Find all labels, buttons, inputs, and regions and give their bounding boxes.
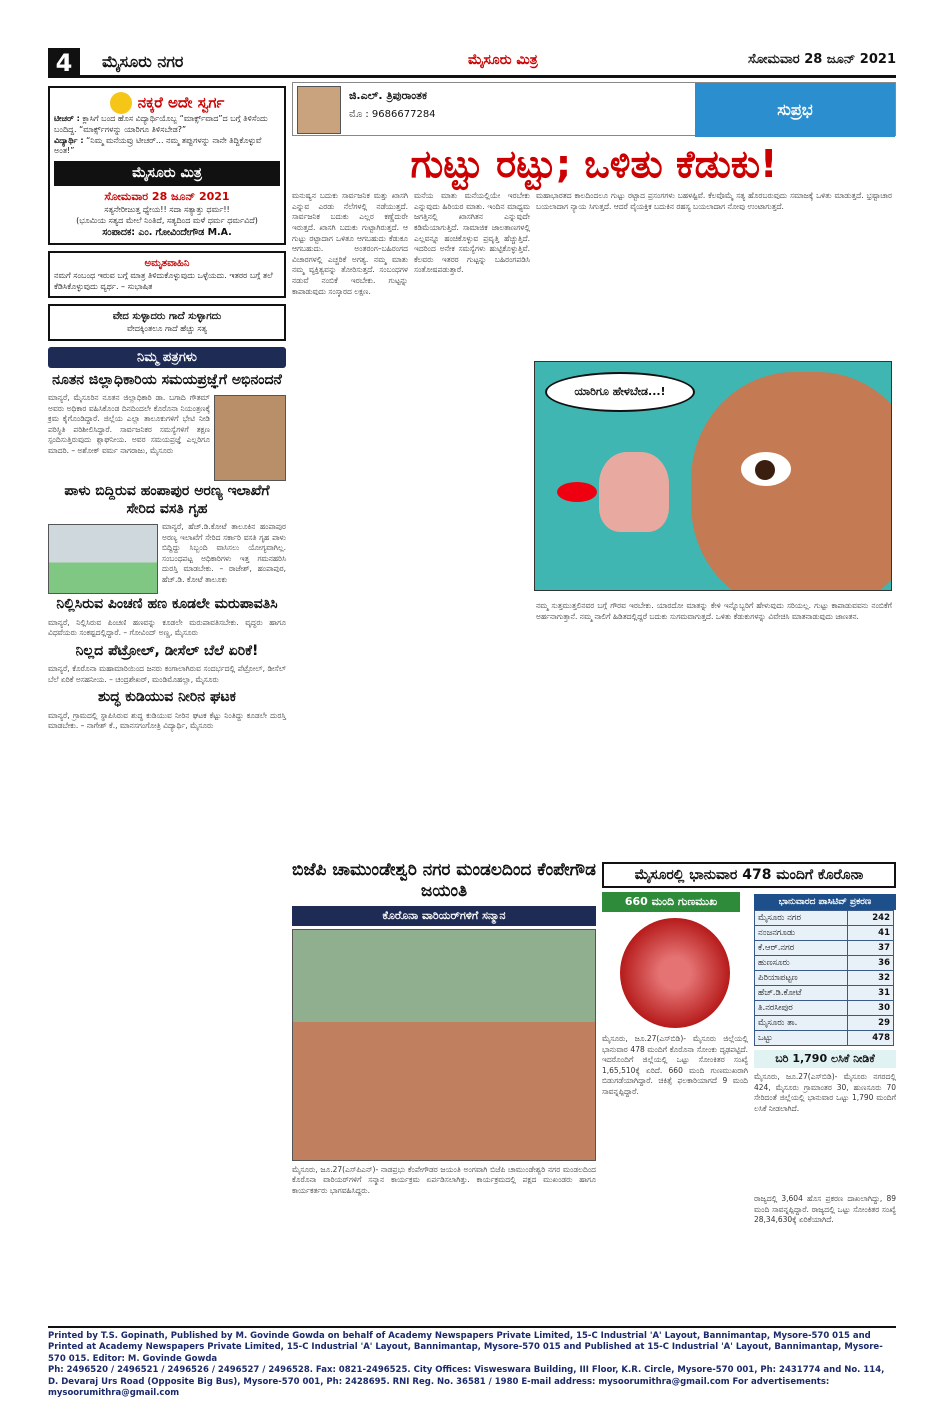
article-title: ಪಾಳು ಬಿದ್ದಿರುವ ಹಂಪಾಪುರ ಅರಣ್ಯ ಇಲಾಖೆಗೆ ಸೇರಿದ ವಸತಿ ಗೃಹ <box>64 483 270 517</box>
article-text: ಮೈಸೂರು, ಜೂ.27(ಎಸ್‌ಪಿಎನ್)- ನಾಡಪ್ರಭು ಕೆಂಪೇಗೌಡರ ಜಯಂತಿ ಅಂಗವಾಗಿ ಬಿಜೆಪಿ ಚಾಮುಂಡೇಶ್ವರಿ ನಗರ ಮಂಡಲದಿಂದ ಕೊರೊನಾ ವಾರಿಯರ್‌ಗಳಿಗೆ ಸನ್ಮಾನ ಕಾರ್ಯಕ್ರಮ ಏರ್ಪಡಿಸಲಾಗಿತ್ತು. ಕಾರ್ಯಕ್ರಮದಲ್ಲಿ ಪಕ್ಷದ ಮುಖಂಡರು ಹಾಗೂ ಕಾರ್ಯಕರ್ತರು ಭಾಗವಹಿಸಿದ್ದರು. <box>292 1164 596 1195</box>
article-title: ಬಿಜೆಪಿ ಚಾಮುಂಡೇಶ್ವರಿ ನಗರ ಮಂಡಲದಿಂದ ಕೆಂಪೇಗೌಡ ಜಯಂತಿ <box>292 860 596 902</box>
motto-sub: (ಭೂಮಿಯ ಸತ್ಯದ ಮೇಲೆ ನಿಂತಿದೆ, ಸತ್ಯದಿಂದ ಮಳೆ ಧರ್ಮ ಧರ್ಮವಿದೆ) <box>76 215 258 225</box>
article-column: ಮಹಾಭಾರತದ ಕಾಲದಿಂದಲೂ ಗುಟ್ಟು ರಟ್ಟಾದ ಪ್ರಸಂಗಗಳು ಬಹಳಷ್ಟಿವೆ. ಕೆಲವೊಮ್ಮೆ ಸತ್ಯ ಹೊರಬರುವುದು ಸಮಾಜಕ್ಕೆ ಒಳಿತು ಮಾಡುತ್ತದೆ. ಭ್ರಷ್ಟಾಚಾರ ಬಯಲಾದಾಗ ನ್ಯಾಯ ಸಿಗುತ್ತದೆ. ಆದರೆ ವೈಯಕ್ತಿಕ ಬದುಕಿನ ರಹಸ್ಯ ಬಯಲಾದಾಗ ನೋವು ಉಂಟಾಗುತ್ತದೆ. <box>536 191 892 211</box>
letter-article <box>48 689 286 732</box>
header-date: ಸೋಮವಾರ 28 ಜೂನ್ 2021 <box>748 52 896 67</box>
whisper-illustration <box>534 361 892 591</box>
letter-article <box>48 372 286 457</box>
table-cell: ತಿ.ನರಸೀಪುರ <box>755 1001 848 1016</box>
table-row <box>755 1001 894 1016</box>
person-photo <box>214 395 286 481</box>
table-cell: ಮೈಸೂರು ನಗರ <box>755 911 848 926</box>
letter-article <box>48 596 286 639</box>
amrutha-text: ನಮಗೆ ಸಂಬಂಧ ಇರುವ ಬಗ್ಗೆ ಮಾತ್ರ ತಿಳಿದುಕೊಳ್ಳುವುದು ಒಳ್ಳೆಯದು. ಇತರರ ಬಗ್ಗೆ ತಲೆ ಕೆಡಿಸಿಕೊಳ್ಳುವುದು ವ್ಯರ್ಥ. – ಸುಭಾಷಿತ <box>54 270 273 291</box>
bjp-article <box>292 860 596 1315</box>
table-cell: 31 <box>848 986 894 1001</box>
table-row <box>755 1031 894 1046</box>
face-icon <box>691 372 892 591</box>
amrutha-box <box>48 251 286 298</box>
house-photo <box>48 524 158 594</box>
table-row <box>755 986 894 1001</box>
proverb-box <box>48 304 286 340</box>
table-heading: ಭಾನುವಾರದ ಪಾಸಿಟಿವ್ ಪ್ರಕರಣ <box>754 894 896 910</box>
table-cell: ಒಟ್ಟು <box>755 1031 848 1046</box>
editor-line: ಸಂಪಾದಕ: ಎಂ. ಗೋವಿಂದೇಗೌಡ M.A. <box>102 226 232 238</box>
article-text: ಮಾನ್ಯರೆ, ಹೆಚ್.ಡಿ.ಕೋಟೆ ತಾಲೂಕಿನ ಹಂಪಾಪುರ ಅರಣ್ಯ ಇಲಾಖೆಗೆ ಸೇರಿದ ಸರ್ಕಾರಿ ವಸತಿ ಗೃಹ ಪಾಳು ಬಿದ್ದಿದ್ದು ಸಿಬ್ಬಂದಿ ವಾಸಿಸಲು ಯೋಗ್ಯವಾಗಿಲ್ಲ. ಸಂಬಂಧಪಟ್ಟ ಅಧಿಕಾರಿಗಳು ಇತ್ತ ಗಮನಹರಿಸಿ ದುರಸ್ತಿ ಮಾಡಬೇಕು. – ರಾಜೇಶ್, ಹಂಪಾಪುರ, ಹೆಚ್.ಡಿ. ಕೋಟೆ ತಾಲೂಕು <box>162 522 286 584</box>
letter-article <box>48 483 286 585</box>
joke-title: ನಕ್ಕರೆ ಅದೇ ಸ್ವರ್ಗ <box>54 92 280 114</box>
table-cell: ಪಿರಿಯಾಪಟ್ಟಣ <box>755 971 848 986</box>
lips-icon <box>557 482 597 502</box>
smiley-icon <box>110 92 132 114</box>
table-row <box>755 971 894 986</box>
proverb-sub: ವೇದಕ್ಕಿಂತಲೂ ಗಾದೆ ಹೆಚ್ಚು ಸತ್ಯ <box>126 323 208 333</box>
table-cell: 32 <box>848 971 894 986</box>
masthead-small: ಮೈಸೂರು ಮಿತ್ರ <box>468 52 538 68</box>
article-text: ಮೈಸೂರು, ಜೂ.27(ಎಸ್‌ಬಿಡಿ)- ಮೈಸೂರು ನಗರದಲ್ಲಿ 424, ಮೈಸೂರು ಗ್ರಾಮಾಂತರ 30, ಹುಣಸೂರು 70 ಸೇರಿದಂತೆ ಜಿಲ್ಲೆಯಲ್ಲಿ ಭಾನುವಾರ ಒಟ್ಟು 1,790 ಮಂದಿಗೆ ಲಸಿಕೆ ನೀಡಲಾಗಿದೆ. <box>754 1072 896 1113</box>
left-column <box>48 86 286 732</box>
letters-heading: ನಿಮ್ಮ ಪತ್ರಗಳು <box>48 347 286 368</box>
imprint-line: Printed by T.S. Gopinath, Published by M. Govinde Gowda on behalf of Academy Newspapers Private Limited, 15-C Industrial 'A' Layout, Bannimantap, Mysore-570 015 and Printed at Academy Newspapers Private Limited, 15-C Industrial 'A' Layout, Bannimantap, Mysore-570 015 and Published at 15-C Industrial 'A' Layout, Bannimantap, Mysore-570 015. Editor: M. Govinde Gowda <box>48 1331 883 1364</box>
proverb: ವೇದ ಸುಳ್ಳಾದರು ಗಾದೆ ಸುಳ್ಳಾಗದು <box>112 311 222 323</box>
table-cell: 41 <box>848 926 894 941</box>
masthead-logo: ಮೈಸೂರು ಮಿತ್ರ <box>54 161 280 186</box>
group-photo <box>292 929 596 1161</box>
article-text: ಮಾನ್ಯರೆ, ಕೊರೊನಾ ಮಹಾಮಾರಿಯಿಂದ ಜನರು ಕಂಗಾಲಾಗಿರುವ ಸಂದರ್ಭದಲ್ಲಿ ಪೆಟ್ರೋಲ್, ಡೀಸೆಲ್ ಬೆಲೆ ಏರಿಕೆ ಅಸಹನೀಯ. – ಚಂದ್ರಶೇಖರ್, ಮಂಡಿಮೊಹಲ್ಲಾ, ಮೈಸೂರು <box>48 664 286 684</box>
table-row <box>755 911 894 926</box>
joke-line: ಕ್ಲಾಸಿಗೆ ಬಂದ ಹೊಸ ವಿದ್ಯಾರ್ಥಿಯೊಬ್ಬ “ಮಾರ್ಕ್ಸ್‌ವಾದ”ದ ಬಗ್ಗೆ ತಿಳಿಸೆಂದು ಬಂದಿದ್ದ. “ಮಾರ್ಕ್ಸ್‌ಗಳನ್ನು ಯಾರಿಗೂ ತಿಳಿಸಬೇಡ?” <box>54 114 268 134</box>
byline <box>292 82 896 136</box>
virus-icon <box>620 918 730 1028</box>
letter-article <box>48 643 286 686</box>
author-photo <box>297 86 341 134</box>
table-cell: 30 <box>848 1001 894 1016</box>
article-text: ಮಾನ್ಯರೆ, ಗ್ರಾಮದಲ್ಲಿ ಸ್ಥಾಪಿಸಿರುವ ಶುದ್ಧ ಕುಡಿಯುವ ನೀರಿನ ಘಟಕ ಕೆಟ್ಟು ನಿಂತಿದ್ದು ಕೂಡಲೇ ದುರಸ್ತಿ ಮಾಡಬೇಕು. – ನಾಗೇಶ್ ಕೆ., ಮಾನಸಗಂಗೋತ್ರಿ ವಿದ್ಯಾರ್ಥಿ, ಮೈಸೂರು <box>48 710 286 731</box>
table-cell: ಹೆಚ್.ಡಿ.ಕೋಟೆ <box>755 986 848 1001</box>
column-name: ಸುಪ್ರಭ <box>695 83 895 137</box>
table-cell: ಮೈಸೂರು ತಾ. <box>755 1016 848 1031</box>
article-title: ಶುದ್ಧ ಕುಡಿಯುವ ನೀರಿನ ಘಟಕ <box>98 689 236 706</box>
covid-article <box>602 862 896 1258</box>
speech-bubble: ಯಾರಿಗೂ ಹೇಳಬೇಡ...! <box>545 372 695 412</box>
article-column: ಮನುಷ್ಯನ ಬದುಕು ಸಾರ್ವಜನಿಕ ಮತ್ತು ಖಾಸಗಿ ಎನ್ನುವ ಎರಡು ನೆಲೆಗಳಲ್ಲಿ ನಡೆಯುತ್ತದೆ. ಸಾರ್ವಜನಿಕ ಬದುಕು ಎಲ್ಲರ ಕಣ್ಣೆದುರೇ ಇರುತ್ತದೆ. ಖಾಸಗಿ ಬದುಕು ಗುಟ್ಟಾಗಿರುತ್ತದೆ. ಆ ಗುಟ್ಟು ರಟ್ಟಾದಾಗ ಒಳಿತೂ ಆಗಬಹುದು ಕೆಡುಕೂ ಆಗಬಹುದು. ಅಂತರಂಗ–ಬಹಿರಂಗದ ವಿಚಾರಗಳಲ್ಲಿ ಎಚ್ಚರಿಕೆ ಅಗತ್ಯ. ನಮ್ಮ ಮಾತು ನಮ್ಮ ವ್ಯಕ್ತಿತ್ವವನ್ನು ತೋರಿಸುತ್ತದೆ. ಸಂಬಂಧಗಳ ನಡುವೆ ನಂಬಿಕೆ ಇರಬೇಕು. ಗುಟ್ಟನ್ನು ಕಾಪಾಡುವುದು ಸಂಸ್ಕಾರದ ಲಕ್ಷಣ. <box>292 191 408 296</box>
article-text: ಮಾನ್ಯರೆ, ಮೈಸೂರಿನ ನೂತನ ಜಿಲ್ಲಾಧಿಕಾರಿ ಡಾ. ಬಗಾದಿ ಗೌತಮ್ ಅವರು ಅಧಿಕಾರ ವಹಿಸಿಕೊಂಡ ದಿನದಿಂದಲೇ ಕೊರೊನಾ ನಿಯಂತ್ರಣಕ್ಕೆ ಕ್ರಮ ಕೈಗೊಂಡಿದ್ದಾರೆ. ಜಿಲ್ಲೆಯ ಎಲ್ಲಾ ತಾಲೂಕುಗಳಿಗೆ ಭೇಟಿ ನೀಡಿ ಪರಿಸ್ಥಿತಿ ಪರಿಶೀಲಿಸಿದ್ದಾರೆ. ಸಾರ್ವಜನಿಕರ ಸಮಸ್ಯೆಗಳಿಗೆ ತಕ್ಷಣ ಸ್ಪಂದಿಸುತ್ತಿರುವುದು ಶ್ಲಾಘನೀಯ. ಅವರ ಸಮಯಪ್ರಜ್ಞೆ ಎಲ್ಲರಿಗೂ ಮಾದರಿ. – ಅಶೋಕ್ ವರ್ಮ ನಾಗರಾಜು, ಮೈಸೂರು <box>48 393 210 455</box>
article-title: ನೂತನ ಜಿಲ್ಲಾಧಿಕಾರಿಯ ಸಮಯಪ್ರಜ್ಞೆಗೆ ಅಭಿನಂದನೆ <box>52 371 282 388</box>
article-title: ನಿಲ್ಲದ ಪೆಟ್ರೋಲ್, ಡೀಸೆಲ್ ಬೆಲೆ ಏರಿಕೆ! <box>75 642 259 659</box>
table-row <box>755 941 894 956</box>
article-text: ರಾಜ್ಯದಲ್ಲಿ 3,604 ಹೊಸ ಪ್ರಕರಣ ದಾಖಲಾಗಿದ್ದು, 89 ಮಂದಿ ಸಾವನ್ನಪ್ಪಿದ್ದಾರೆ. ರಾಜ್ಯದಲ್ಲಿ ಒಟ್ಟು ಸೋಂಕಿತರ ಸಂಖ್ಯೆ 28,34,630ಕ್ಕೆ ಏರಿಕೆಯಾಗಿದೆ. <box>754 1194 896 1224</box>
page-header <box>28 48 896 78</box>
page-number: ಪುಟ 4 <box>48 48 80 78</box>
table-row <box>755 956 894 971</box>
table-cell: ನಂಜನಗೂಡು <box>755 926 848 941</box>
table-cell: ಹುಣಸೂರು <box>755 956 848 971</box>
table-row <box>755 1016 894 1031</box>
joke-line: “ನಿಮ್ಮ ಮನೆಯವ್ರು ಟೀಚರ್... ನಮ್ಮ ತಪ್ಪುಗಳನ್ನು ನಾನೇ ತಿದ್ದಿಕೊಳ್ಳುವೆ ಅಂತ!” <box>54 135 262 156</box>
masthead-date: ಸೋಮವಾರ 28 ಜೂನ್ 2021 <box>104 190 230 204</box>
imprint-line: Ph: 2496520 / 2496521 / 2496526 / 2496527 / 2496528. Fax: 0821-2496525. City Offices: Visweswara Building, III Floor, K.R. Circle, Mysore-570 001, Ph: 2431774 and No. 114, D. Devaraj Urs Road (Opposite Big Bus), Mysore-570 001, Ph: 2428695. RNI Reg. No. 36581 / 1980 E-mail address: mysoorumithra@gmail.com For advertisements: mysoorumithra@gmail.com <box>48 1365 885 1399</box>
author-phone: ಮೊ : 9686677284 <box>349 109 436 120</box>
imprint-footer <box>48 1326 896 1400</box>
table-cell: 37 <box>848 941 894 956</box>
article-body <box>292 191 896 931</box>
joke-box: ನಕ್ಕರೆ ಅದೇ ಸ್ವರ್ಗ ಟೀಚರ್ : ಕ್ಲಾಸಿಗೆ ಬಂದ ಹೊಸ ವಿದ್ಯಾರ್ಥಿಯೊಬ್ಬ “ಮಾರ್ಕ್ಸ್‌ವಾದ”ದ ಬಗ್ಗೆ ತಿಳಿಸೆಂದು ಬಂದಿದ್ದ. “ಮಾರ್ಕ್ಸ್‌ಗಳನ್ನು ಯಾರಿಗೂ ತಿಳಿಸಬೇಡ?” ವಿದ್ಯಾರ್ಥಿ : “ನಿಮ್ಮ ಮನೆಯವ್ರು ಟೀಚರ್... ನಮ್ಮ ತಪ್ಪುಗಳನ್ನು ನಾನೇ ತಿದ್ದಿಕೊಳ್ಳುವೆ ಅಂತ!” ಮೈಸೂರು ಮಿತ್ರ ಸೋಮವಾರ 28 ಜೂನ್ 2021 ಸತ್ಯನೇರೀಜುತ್ತ ಧ್ಯೇಯ!! ಸದಾ ಸತ್ಯಾತ್ತು ಧರ್ಮ!! (ಭೂಮಿಯ ಸತ್ಯದ ಮೇಲೆ ನಿಂತಿದೆ, ಸತ್ಯದಿಂದ ಮಳೆ ಧರ್ಮ ಧರ್ಮವಿದೆ) ಸಂಪಾದಕ: ಎಂ. ಗೋವಿಂದೇಗೌಡ M.A. <box>48 86 286 245</box>
cases-table <box>754 910 894 1046</box>
amrutha-title: ಅಮೃತವಾಹಿನಿ <box>144 258 190 270</box>
article-text: ಮೈಸೂರು, ಜೂ.27(ಎಸ್‌ಬಿಡಿ)- ಮೈಸೂರು ಜಿಲ್ಲೆಯಲ್ಲಿ ಭಾನುವಾರ 478 ಮಂದಿಗೆ ಕೊರೊನಾ ಸೋಂಕು ದೃಢಪಟ್ಟಿದೆ. ಇದರೊಂದಿಗೆ ಜಿಲ್ಲೆಯಲ್ಲಿ ಒಟ್ಟು ಸೋಂಕಿತರ ಸಂಖ್ಯೆ 1,65,510ಕ್ಕೆ ಏರಿದೆ. 660 ಮಂದಿ ಗುಣಮುಖರಾಗಿ ಬಿಡುಗಡೆಯಾಗಿದ್ದಾರೆ. ಚಿಕಿತ್ಸೆ ಫಲಕಾರಿಯಾಗದೆ 9 ಮಂದಿ ಸಾವನ್ನಪ್ಪಿದ್ದಾರೆ. <box>602 1034 748 1096</box>
recovered-badge: 660 ಮಂದಿ ಗುಣಮುಖ <box>602 892 740 912</box>
table-cell: ಕೆ.ಆರ್.ನಗರ <box>755 941 848 956</box>
article-text: ಮಾನ್ಯರೆ, ನಿಲ್ಲಿಸಿರುವ ಪಿಂಚಣಿ ಹಣವನ್ನು ಕೂಡಲೇ ಮರುಪಾವತಿಸಬೇಕು. ವೃದ್ಧರು ಹಾಗೂ ವಿಧವೆಯರು ಸಂಕಷ್ಟದಲ್ಲಿದ್ದಾರೆ. – ಗೋವಿಂದ್ ಅಣ್ಣ, ಮೈಸೂರು <box>48 617 286 638</box>
article-column: ಮನೆಯ ಮಾತು ಮನೆಯಲ್ಲಿಯೇ ಇರಬೇಕು ಎನ್ನುವುದು ಹಿರಿಯರ ಮಾತು. ಇಂದಿನ ಮಾಧ್ಯಮ ಜಗತ್ತಿನಲ್ಲಿ ಖಾಸಗಿತನ ಎನ್ನುವುದೇ ಕಡಿಮೆಯಾಗುತ್ತಿದೆ. ಸಾಮಾಜಿಕ ಜಾಲತಾಣಗಳಲ್ಲಿ ಎಲ್ಲವನ್ನೂ ಹಂಚಿಕೊಳ್ಳುವ ಪ್ರವೃತ್ತಿ ಹೆಚ್ಚುತ್ತಿದೆ. ಇದರಿಂದ ಅನೇಕ ಸಮಸ್ಯೆಗಳು ಹುಟ್ಟಿಕೊಳ್ಳುತ್ತಿವೆ. ಕೆಲವರು ಇತರರ ಗುಟ್ಟನ್ನು ಬಹಿರಂಗಪಡಿಸಿ ಸಂತೋಷಪಡುತ್ತಾರೆ. <box>414 191 530 275</box>
table-cell: 242 <box>848 911 894 926</box>
table-cell: 478 <box>848 1031 894 1046</box>
table-cell: 29 <box>848 1016 894 1031</box>
vaccine-line: ಬರಿ 1,790 ಲಸಿಕೆ ನೀಡಿಕೆ <box>754 1050 896 1068</box>
hand-icon <box>599 452 669 532</box>
author-name: ಜಿ.ಎಲ್. ತ್ರಿಪುರಾಂತಕ <box>349 89 427 102</box>
headline: ಗುಟ್ಟು ರಟ್ಟು; ಒಳಿತು ಕೆಡುಕು! <box>410 142 778 186</box>
section-name: ಮೈಸೂರು ನಗರ <box>102 52 184 71</box>
pupil-icon <box>755 460 775 480</box>
article-title: ಮೈಸೂರಲ್ಲಿ ಭಾನುವಾರ 478 ಮಂದಿಗೆ ಕೊರೊನಾ <box>602 862 896 888</box>
table-row <box>755 926 894 941</box>
article-subtitle: ಕೊರೊನಾ ವಾರಿಯರ್‌ಗಳಿಗೆ ಸನ್ಮಾನ <box>292 906 596 926</box>
article-title: ನಿಲ್ಲಿಸಿರುವ ಪಿಂಚಣಿ ಹಣ ಕೂಡಲೇ ಮರುಪಾವತಿಸಿ <box>56 596 278 613</box>
motto: ಸತ್ಯನೇರೀಜುತ್ತ ಧ್ಯೇಯ!! ಸದಾ ಸತ್ಯಾತ್ತು ಧರ್ಮ!! <box>104 204 230 214</box>
article-column: ನಮ್ಮ ಸುತ್ತಮುತ್ತಲಿನವರ ಬಗ್ಗೆ ಗೌರವ ಇರಬೇಕು. ಯಾರದೋ ಮಾತನ್ನು ಕೇಳಿ ಇನ್ನೊಬ್ಬರಿಗೆ ಹೇಳುವುದು ಸರಿಯಲ್ಲ. ಗುಟ್ಟು ಕಾಪಾಡುವವನು ನಂಬಿಕೆಗೆ ಅರ್ಹನಾಗುತ್ತಾನೆ. ನಮ್ಮ ನಾಲಿಗೆ ಹಿಡಿತದಲ್ಲಿದ್ದರೆ ಬದುಕು ಸುಗಮವಾಗುತ್ತದೆ. ಒಳಿತು ಕೆಡುಕುಗಳನ್ನು ವಿವೇಚಿಸಿ ಮಾತನಾಡುವುದು ಜಾಣತನ. <box>536 601 892 621</box>
table-cell: 36 <box>848 956 894 971</box>
main-article <box>292 82 896 931</box>
